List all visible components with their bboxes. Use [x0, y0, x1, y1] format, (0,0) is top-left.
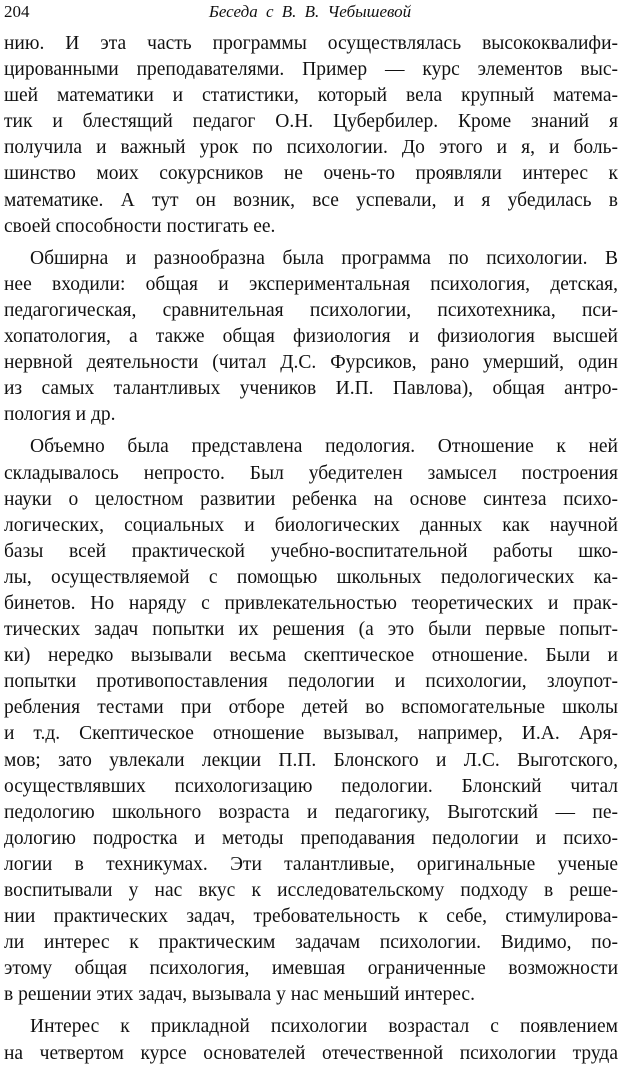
text-line: логии в техникумах. Эти талантливые, оригинальные ученые	[4, 853, 618, 875]
text-line: бинетов. Но наряду с привлекательностью теоретических и прак-	[4, 592, 618, 614]
text-line: нее входили: общая и экспериментальная психология, детская,	[4, 273, 618, 295]
text-line: мов; зато увлекали лекции П.П. Блонского и Л.С. Выготского,	[4, 749, 618, 771]
text-line: пология и др.	[4, 404, 116, 426]
text-line: воспитывали у нас вкус к исследовательскому подходу в реше-	[4, 880, 618, 901]
text-line: педологию школьного возраста и педагогику, Выготский — пе-	[4, 801, 618, 823]
text-line: нервной деятельности (читал Д.С. Фурсиков, рано умерший, один	[4, 352, 618, 374]
text-line: в решении этих задач, вызывала у нас меньший интерес.	[4, 984, 475, 1006]
paragraph	[4, 1014, 618, 1066]
text-line: шей математики и статистики, который вела крупный матема-	[4, 85, 618, 107]
text-line: педагогическая, сравнительная психологии, психотехника, пси-	[4, 299, 618, 321]
text-line: Интерес к прикладной психологии возрастал с появлением	[30, 1016, 618, 1038]
text-line: хопатология, а также общая физиология и физиология высшей	[4, 326, 618, 348]
text-line: из самых талантливых учеников И.П. Павлова), общая антро-	[4, 378, 618, 400]
text-line: складывалось непросто. Был убедителен замысел построения	[4, 462, 618, 484]
text-line: цированными преподавателями. Пример — курс элементов выс-	[4, 59, 618, 81]
text-line: ребления тестами при отборе детей во вспомогательные школы	[4, 697, 618, 719]
text-line: попытки противопоставления педологии и психологии, злоупот-	[4, 671, 618, 693]
text-line: нии практических задач, требовательность к себе, стимулирова-	[4, 906, 618, 928]
body-text	[4, 31, 618, 1067]
paragraph	[4, 31, 618, 240]
text-line: тик и блестящий педагог О.Н. Цубербилер. Кроме знаний я	[4, 111, 618, 133]
running-title: Беседа с В. В. Чебышевой	[208, 2, 412, 21]
text-line: ли интерес к практическим задачам психологии. Видимо, по-	[4, 932, 618, 954]
text-line: математике. А тут он возник, все успевали, и я убедилась в	[4, 189, 618, 211]
text-line: получила и важный урок по психологии. До этого и я, и боль-	[4, 137, 618, 159]
text-line: тических задач попытки их решения (а это были первые попыт-	[4, 619, 618, 641]
text-line: ки) нередко вызывали весьма скептическое отношение. Были и	[4, 645, 618, 667]
text-line: дологию подростка и методы преподавания педологии и психо-	[4, 827, 618, 849]
text-line: осуществлявших психологизацию педологии. Блонский читал	[4, 775, 618, 797]
text-line: лы, осуществляемой с помощью школьных педологических ка-	[4, 566, 618, 588]
text-line: своей способности постигать ее.	[4, 215, 276, 237]
paragraph	[4, 246, 618, 429]
text-line: этому общая психология, имевшая ограниченные возможности	[4, 958, 618, 980]
text-line: и т.д. Скептическое отношение вызывал, например, И.А. Аря-	[4, 723, 618, 745]
text-line: на четвертом курсе основателей отечественной психологии труда	[4, 1042, 618, 1064]
page-number: 204	[4, 2, 30, 21]
text-line: науки о целостном развитии ребенка на основе синтеза психо-	[4, 488, 618, 510]
text-line: нию. И эта часть программы осуществлялась высококвалифи-	[4, 33, 618, 54]
text-line: шинство моих сокурсников не очень-то проявляли интерес к	[4, 163, 618, 185]
text-line: Обширна и разнообразна была программа по психологии. В	[30, 247, 618, 269]
page-header	[0, 0, 620, 28]
text-line: базы всей практической учебно-воспитательной работы шко-	[4, 540, 618, 562]
text-line: логических, социальных и биологических данных как научной	[4, 514, 618, 536]
paragraph	[4, 434, 618, 1008]
text-line: Объемно была представлена педология. Отношение к ней	[30, 436, 618, 458]
